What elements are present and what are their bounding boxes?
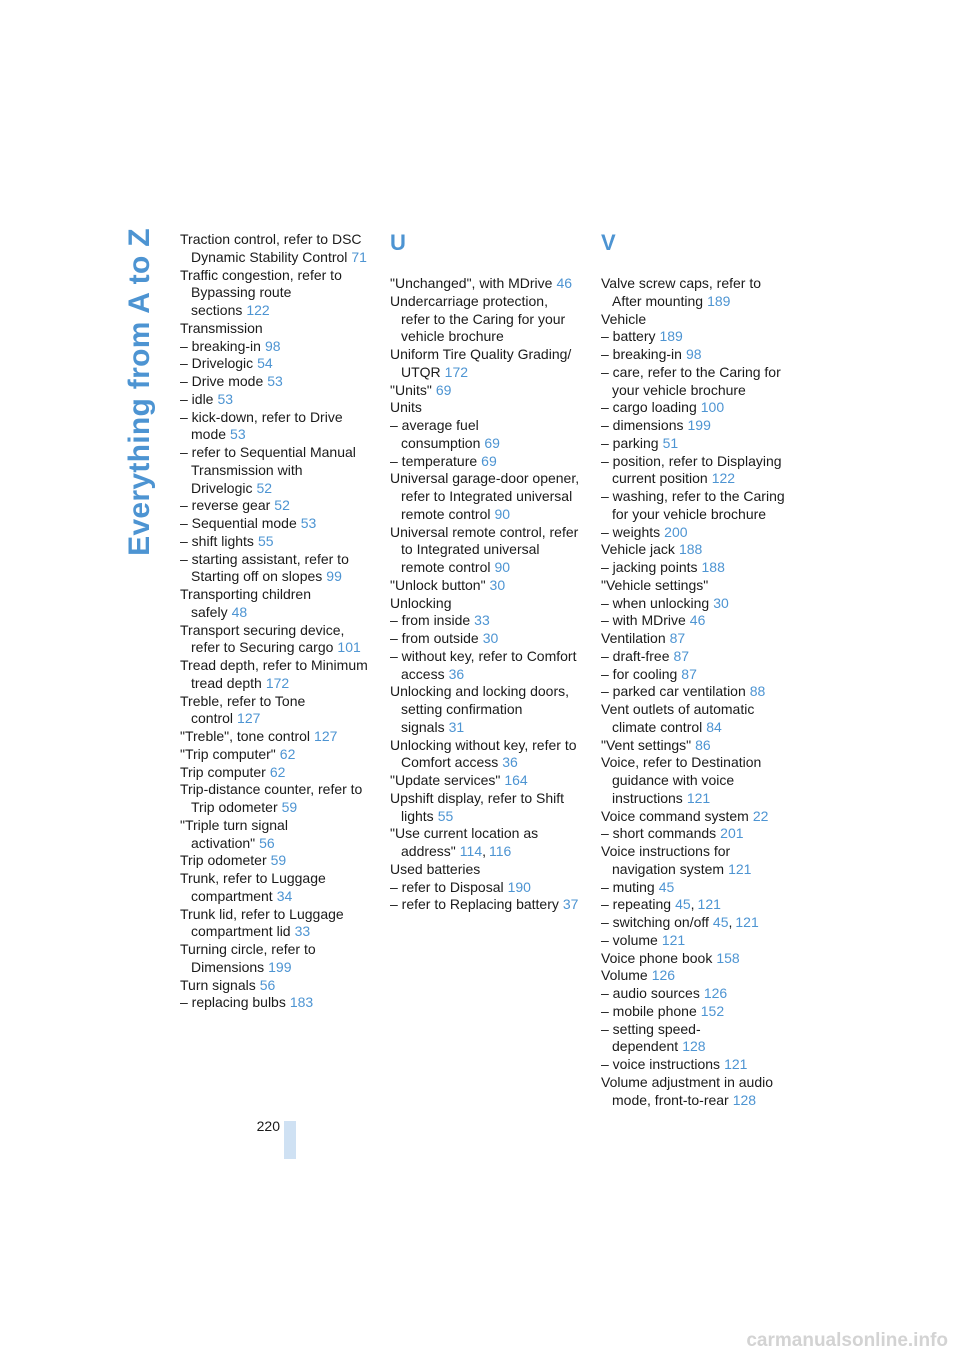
page-reference-link[interactable]: 188 bbox=[678, 541, 703, 558]
page-reference-link[interactable]: 189 bbox=[659, 328, 683, 345]
section-letter: U bbox=[390, 230, 406, 255]
entry-term: – care, refer to the Caring for your vehicle brochure bbox=[601, 363, 781, 398]
page-reference-link[interactable]: 46 bbox=[689, 612, 706, 629]
entry-term: – replacing bulbs bbox=[180, 994, 286, 1011]
entry-term: – parked car ventilation bbox=[601, 683, 746, 700]
index-entry bbox=[390, 399, 580, 417]
page-reference-link[interactable]: 126 bbox=[651, 967, 676, 984]
index-column-3 bbox=[601, 231, 791, 1109]
page-reference-link[interactable]: 22 bbox=[752, 807, 769, 824]
index-entry bbox=[390, 861, 580, 879]
entry-term: – kick-down, refer to Drive mode bbox=[180, 408, 343, 443]
entry-term: – jacking points bbox=[601, 559, 698, 575]
page-reference-link[interactable]: 189 bbox=[707, 292, 731, 309]
page-reference-link[interactable]: 121 bbox=[697, 896, 721, 913]
entry-term: "Triple turn signal activation" bbox=[180, 816, 288, 851]
index-entry bbox=[601, 612, 791, 630]
entry-term: Transport securing device, refer to Securing cargo bbox=[180, 621, 345, 656]
entry-term: Unlocking without key, refer to Comfort access bbox=[390, 736, 577, 771]
page-reference-link[interactable]: 122 bbox=[246, 302, 270, 318]
entry-term: Voice instructions for navigation system bbox=[601, 843, 731, 877]
page-reference-link[interactable]: 98 bbox=[264, 337, 281, 354]
page-reference-link[interactable]: 53 bbox=[300, 515, 317, 531]
index-entry bbox=[601, 985, 791, 1003]
index-entry bbox=[601, 524, 791, 542]
entry-term: Trip odometer bbox=[180, 852, 267, 869]
entry-term: "Unlock button" bbox=[390, 576, 486, 593]
index-entry bbox=[390, 417, 580, 453]
side-title-text: Everything from A to Z bbox=[123, 228, 157, 556]
entry-term: – volume bbox=[601, 931, 658, 948]
entry-term: Trunk lid, refer to Luggage compartment lid bbox=[180, 905, 344, 940]
index-entry bbox=[601, 364, 791, 400]
entry-term: – muting bbox=[601, 878, 655, 895]
index-entry bbox=[390, 382, 580, 400]
index-entry bbox=[601, 825, 791, 843]
page-reference-link[interactable]: 59 bbox=[281, 799, 298, 815]
entry-term: – idle bbox=[180, 390, 214, 407]
index-entry bbox=[390, 612, 580, 630]
entry-term: "Trip computer" bbox=[180, 745, 276, 762]
page-reference-link[interactable]: 128 bbox=[682, 1038, 706, 1055]
index-entry bbox=[180, 994, 370, 1012]
page-reference-link[interactable]: 121 bbox=[686, 789, 711, 806]
entry-term: Treble, refer to Tone control bbox=[180, 692, 306, 727]
entry-term: – without key, refer to Comfort access bbox=[390, 647, 577, 682]
page-reference-link[interactable]: 30 bbox=[713, 594, 729, 611]
page-reference-link[interactable]: 199 bbox=[687, 417, 711, 433]
page-reference-link[interactable]: 31 bbox=[448, 718, 465, 735]
page-reference-link[interactable]: 121 bbox=[661, 931, 686, 948]
page-reference-link[interactable]: 121 bbox=[728, 860, 752, 877]
page-reference-link[interactable]: 34 bbox=[276, 887, 293, 904]
index-entry bbox=[390, 453, 580, 471]
index-entry bbox=[390, 648, 580, 684]
page-reference-link[interactable]: 121 bbox=[735, 914, 759, 930]
page-reference-link[interactable]: 30 bbox=[489, 576, 506, 593]
index-entry bbox=[390, 630, 580, 648]
index-entry bbox=[180, 746, 370, 764]
page-reference-link[interactable]: 90 bbox=[494, 559, 511, 575]
page-reference-link[interactable]: 62 bbox=[279, 745, 296, 762]
index-entry bbox=[180, 728, 370, 746]
entry-term: – setting speed-dependent bbox=[601, 1020, 701, 1055]
entry-term: Voice, refer to Destination guidance with voice instructions bbox=[601, 754, 762, 806]
entry-term: – cargo loading bbox=[601, 399, 697, 416]
index-entry bbox=[180, 657, 370, 693]
index-column-1 bbox=[180, 231, 370, 1012]
entry-term: – average fuel consumption bbox=[390, 417, 481, 451]
entry-term: – from inside bbox=[390, 612, 471, 629]
index-entry bbox=[180, 764, 370, 782]
entry-term: – weights bbox=[601, 523, 661, 540]
page-reference-link[interactable]: 90 bbox=[494, 505, 511, 522]
index-entry bbox=[180, 267, 370, 320]
entry-term: "Update services" bbox=[390, 772, 501, 788]
page-reference-link[interactable]: 183 bbox=[289, 994, 314, 1011]
index-entry bbox=[601, 967, 791, 985]
index-entry bbox=[601, 488, 791, 524]
index-entry bbox=[180, 781, 370, 817]
index-entry bbox=[601, 453, 791, 489]
page-reference-link[interactable]: 122 bbox=[711, 470, 736, 487]
page-reference-link[interactable]: 164 bbox=[504, 772, 528, 788]
page-separator: , bbox=[690, 896, 695, 913]
page-reference-link[interactable]: 62 bbox=[269, 763, 286, 780]
index-entry bbox=[390, 346, 580, 382]
index-entry bbox=[180, 533, 370, 551]
page-reference-link[interactable]: 45 bbox=[712, 914, 729, 930]
index-entry bbox=[601, 417, 791, 435]
entry-term: – refer to Disposal bbox=[390, 878, 504, 895]
entry-term: – voice instructions bbox=[601, 1056, 721, 1072]
index-entry bbox=[180, 338, 370, 356]
index-entry bbox=[601, 879, 791, 897]
index-entry bbox=[390, 577, 580, 595]
index-entry bbox=[180, 622, 370, 658]
index-entry bbox=[601, 1021, 791, 1057]
index-entry bbox=[180, 391, 370, 409]
page-separator: , bbox=[482, 843, 486, 859]
index-entry bbox=[180, 852, 370, 870]
index-entry bbox=[180, 444, 370, 497]
entry-term: – draft-free bbox=[601, 647, 670, 664]
index-entry bbox=[601, 630, 791, 648]
page-reference-link[interactable]: 51 bbox=[662, 434, 679, 451]
index-entry bbox=[601, 275, 791, 311]
page-reference-link[interactable]: 69 bbox=[484, 434, 500, 451]
index-entry bbox=[390, 595, 580, 613]
page-reference-link[interactable]: 158 bbox=[716, 949, 740, 966]
entry-term: – breaking-in bbox=[180, 337, 261, 354]
page-reference-link[interactable]: 59 bbox=[270, 852, 287, 869]
entry-term: Unlocking bbox=[390, 594, 452, 611]
entry-term: – with MDrive bbox=[601, 612, 686, 629]
entry-term: Universal garage-door opener, refer to Integrated universal remote control bbox=[390, 470, 580, 522]
index-entry bbox=[601, 328, 791, 346]
index-entry bbox=[601, 666, 791, 684]
entry-term: Universal remote control, refer to Integrated universal remote control bbox=[390, 523, 579, 575]
index-entry bbox=[601, 914, 791, 932]
entry-term: – from outside bbox=[390, 630, 479, 646]
index-entry bbox=[601, 435, 791, 453]
entry-term: Volume adjustment in audio mode, front-to-rear bbox=[601, 1073, 773, 1108]
page-reference-link[interactable]: 101 bbox=[337, 639, 361, 656]
page-reference-link[interactable]: 36 bbox=[502, 754, 518, 771]
entry-term: Undercarriage protection, refer to the Caring for your vehicle brochure bbox=[390, 292, 566, 345]
page-reference-link[interactable]: 152 bbox=[700, 1002, 725, 1019]
page-reference-link[interactable]: 188 bbox=[701, 559, 725, 575]
entry-term: Upshift display, refer to Shift lights bbox=[390, 789, 565, 824]
page-reference-link[interactable]: 53 bbox=[230, 426, 246, 443]
entry-term: Unlocking and locking doors, setting confirmation signals bbox=[390, 683, 569, 735]
page-reference-link[interactable]: 87 bbox=[669, 630, 686, 646]
page-reference-link[interactable]: 88 bbox=[749, 683, 766, 700]
page-reference-link[interactable]: 172 bbox=[444, 363, 469, 380]
entry-term: – for cooling bbox=[601, 665, 678, 682]
entry-term: Trunk, refer to Luggage compartment bbox=[180, 870, 326, 904]
page-reference-link[interactable]: 45 bbox=[675, 896, 691, 913]
entry-term: Valve screw caps, refer to After mounting bbox=[601, 275, 762, 309]
entry-term: Trip computer bbox=[180, 763, 266, 780]
page-reference-link[interactable]: 86 bbox=[695, 736, 711, 753]
entry-term: – breaking-in bbox=[601, 346, 682, 362]
page-number: 220 bbox=[256, 1118, 280, 1134]
page-reference-link[interactable]: 87 bbox=[673, 647, 690, 664]
entry-term: – parking bbox=[601, 434, 659, 451]
page-reference-link[interactable]: 99 bbox=[326, 568, 342, 585]
page-reference-link[interactable]: 56 bbox=[259, 834, 275, 851]
entry-term: – short commands bbox=[601, 825, 717, 842]
entry-term: "Vent settings" bbox=[601, 736, 692, 753]
entry-term: Transporting children safely bbox=[180, 586, 311, 620]
entry-term: Trip-distance counter, refer to Trip odometer bbox=[180, 781, 363, 815]
entry-term: Tread depth, refer to Minimum tread depth bbox=[180, 657, 368, 691]
page-reference-link[interactable]: 55 bbox=[437, 807, 454, 824]
index-entry bbox=[180, 817, 370, 853]
entry-term: Vehicle bbox=[601, 310, 647, 327]
page-reference-link[interactable]: 45 bbox=[658, 878, 675, 895]
entry-term: – shift lights bbox=[180, 532, 254, 549]
page-reference-link[interactable]: 53 bbox=[217, 390, 234, 407]
page-reference-link[interactable]: 48 bbox=[231, 603, 248, 620]
index-entry bbox=[180, 870, 370, 906]
index-entry bbox=[601, 399, 791, 417]
entry-term: – starting assistant, refer to Starting off on slopes bbox=[180, 550, 349, 585]
page-reference-link[interactable]: 121 bbox=[724, 1056, 748, 1072]
entry-term: "Unchanged", with MDrive bbox=[390, 275, 553, 291]
entry-term: – mobile phone bbox=[601, 1002, 697, 1019]
entry-term: – audio sources bbox=[601, 985, 700, 1001]
index-entry bbox=[180, 515, 370, 533]
entry-term: Ventilation bbox=[601, 630, 666, 646]
entry-term: Traction control, refer to DSC Dynamic Stability Control bbox=[180, 231, 362, 265]
index-entry bbox=[601, 932, 791, 950]
page-reference-link[interactable]: 128 bbox=[732, 1091, 757, 1108]
index-entry bbox=[601, 577, 791, 595]
index-entry bbox=[601, 843, 791, 879]
entry-term: "Treble", tone control bbox=[180, 728, 311, 744]
entry-term: Units bbox=[390, 399, 422, 416]
page-reference-link[interactable]: 53 bbox=[267, 373, 283, 389]
index-entry bbox=[390, 470, 580, 523]
entry-term: – switching on/off bbox=[601, 914, 709, 930]
section-side-title bbox=[118, 228, 162, 556]
index-entry bbox=[390, 772, 580, 790]
index-entry bbox=[390, 825, 580, 861]
index-entry bbox=[601, 701, 791, 737]
page-reference-link[interactable]: 33 bbox=[474, 612, 490, 629]
entry-term: Vent outlets of automatic climate control bbox=[601, 701, 755, 735]
page-reference-link[interactable]: 87 bbox=[681, 665, 697, 682]
index-entry bbox=[180, 373, 370, 391]
index-entry bbox=[601, 541, 791, 559]
index-column-2 bbox=[390, 231, 580, 914]
entry-term: "Use current location as address" bbox=[390, 825, 539, 859]
index-entry bbox=[390, 293, 580, 346]
index-entry bbox=[601, 737, 791, 755]
entry-term: Voice phone book bbox=[601, 949, 713, 966]
entry-term: – washing, refer to the Caring for your vehicle brochure bbox=[601, 488, 785, 522]
page-reference-link[interactable]: 201 bbox=[720, 825, 744, 842]
entry-term: – temperature bbox=[390, 452, 478, 469]
page-reference-link[interactable]: 98 bbox=[685, 346, 702, 362]
page-reference-link[interactable]: 52 bbox=[256, 479, 273, 496]
index-entry bbox=[601, 754, 791, 807]
section-letter: V bbox=[601, 230, 616, 255]
page-reference-link[interactable]: 52 bbox=[274, 497, 290, 514]
entry-term: – when unlocking bbox=[601, 594, 710, 611]
entry-term: "Units" bbox=[390, 381, 432, 398]
index-entry bbox=[601, 648, 791, 666]
index-entry bbox=[390, 524, 580, 577]
watermark-logo: carmanualsonline.info bbox=[746, 1330, 948, 1351]
index-entry bbox=[180, 320, 370, 338]
index-entry bbox=[180, 906, 370, 942]
index-entry bbox=[601, 1074, 791, 1110]
index-entry bbox=[180, 586, 370, 622]
index-entry bbox=[601, 808, 791, 826]
page-number-bar bbox=[284, 1121, 296, 1159]
index-entry bbox=[390, 683, 580, 736]
entry-term: – position, refer to Displaying current position bbox=[601, 452, 782, 487]
page-reference-link[interactable]: 190 bbox=[507, 878, 531, 895]
entry-term: "Vehicle settings" bbox=[601, 576, 709, 593]
index-entry bbox=[390, 879, 580, 897]
entry-term: Voice command system bbox=[601, 807, 749, 824]
entry-term: Turn signals bbox=[180, 976, 256, 993]
page-reference-link[interactable]: 71 bbox=[351, 248, 367, 265]
page-reference-link[interactable]: 36 bbox=[448, 665, 465, 682]
page-reference-link[interactable]: 55 bbox=[257, 532, 274, 549]
page-reference-link[interactable]: 126 bbox=[703, 985, 728, 1001]
index-entry bbox=[601, 595, 791, 613]
index-entry bbox=[180, 941, 370, 977]
page-reference-link[interactable]: 37 bbox=[562, 896, 579, 913]
entry-term: – Sequential mode bbox=[180, 515, 297, 531]
page-reference-link[interactable]: 172 bbox=[265, 674, 290, 691]
entry-term: – dimensions bbox=[601, 417, 684, 433]
entry-term: – refer to Sequential Manual Transmission with Drivelogic bbox=[180, 444, 356, 496]
index-entry bbox=[601, 1056, 791, 1074]
page-reference-link[interactable]: 116 bbox=[489, 843, 512, 859]
entry-term: Traffic congestion, refer to Bypassing route sections bbox=[180, 266, 342, 318]
page-reference-link[interactable]: 69 bbox=[481, 452, 497, 469]
entry-term: – Drive mode bbox=[180, 373, 264, 389]
index-entry bbox=[180, 693, 370, 729]
page-reference-link[interactable]: 46 bbox=[556, 275, 573, 291]
index-entry bbox=[180, 551, 370, 587]
index-entry bbox=[180, 409, 370, 445]
entry-term: Vehicle jack bbox=[601, 541, 675, 558]
entry-term: – reverse gear bbox=[180, 497, 271, 514]
page-reference-link[interactable]: 33 bbox=[294, 923, 311, 940]
page-reference-link[interactable]: 127 bbox=[314, 728, 338, 744]
entry-term: Uniform Tire Quality Grading/ UTQR bbox=[390, 346, 572, 380]
index-entry bbox=[601, 559, 791, 577]
index-entry bbox=[180, 231, 370, 267]
page-separator: , bbox=[728, 914, 733, 930]
entry-term: Turning circle, refer to Dimensions bbox=[180, 941, 316, 975]
index-entry bbox=[390, 790, 580, 826]
index-entry bbox=[180, 497, 370, 515]
page-reference-link[interactable]: 200 bbox=[664, 523, 688, 540]
page-reference-link[interactable]: 30 bbox=[482, 630, 499, 646]
entry-term: Transmission bbox=[180, 319, 263, 336]
page-reference-link[interactable]: 100 bbox=[700, 399, 725, 416]
index-entry bbox=[601, 950, 791, 968]
entry-term: Used batteries bbox=[390, 860, 481, 877]
index-entry bbox=[601, 1003, 791, 1021]
entry-term: – refer to Replacing battery bbox=[390, 896, 559, 913]
page-reference-link[interactable]: 114 bbox=[459, 843, 483, 859]
index-entry bbox=[390, 275, 580, 293]
page-reference-link[interactable]: 84 bbox=[706, 718, 722, 735]
index-entry bbox=[601, 346, 791, 364]
index-entry bbox=[390, 737, 580, 773]
page-reference-link[interactable]: 199 bbox=[268, 958, 292, 975]
index-entry bbox=[601, 683, 791, 701]
entry-term: – Drivelogic bbox=[180, 355, 254, 372]
index-entry bbox=[180, 355, 370, 373]
page-reference-link[interactable]: 56 bbox=[259, 976, 276, 993]
entry-term: – battery bbox=[601, 328, 656, 345]
entry-term: Volume bbox=[601, 967, 648, 984]
page-reference-link[interactable]: 69 bbox=[435, 381, 452, 398]
page-reference-link[interactable]: 127 bbox=[237, 710, 261, 727]
entry-term: – repeating bbox=[601, 896, 672, 913]
index-entry bbox=[601, 311, 791, 329]
index-entry bbox=[180, 977, 370, 995]
index-entry bbox=[390, 896, 580, 914]
page-reference-link[interactable]: 54 bbox=[257, 355, 273, 372]
index-entry bbox=[601, 896, 791, 914]
